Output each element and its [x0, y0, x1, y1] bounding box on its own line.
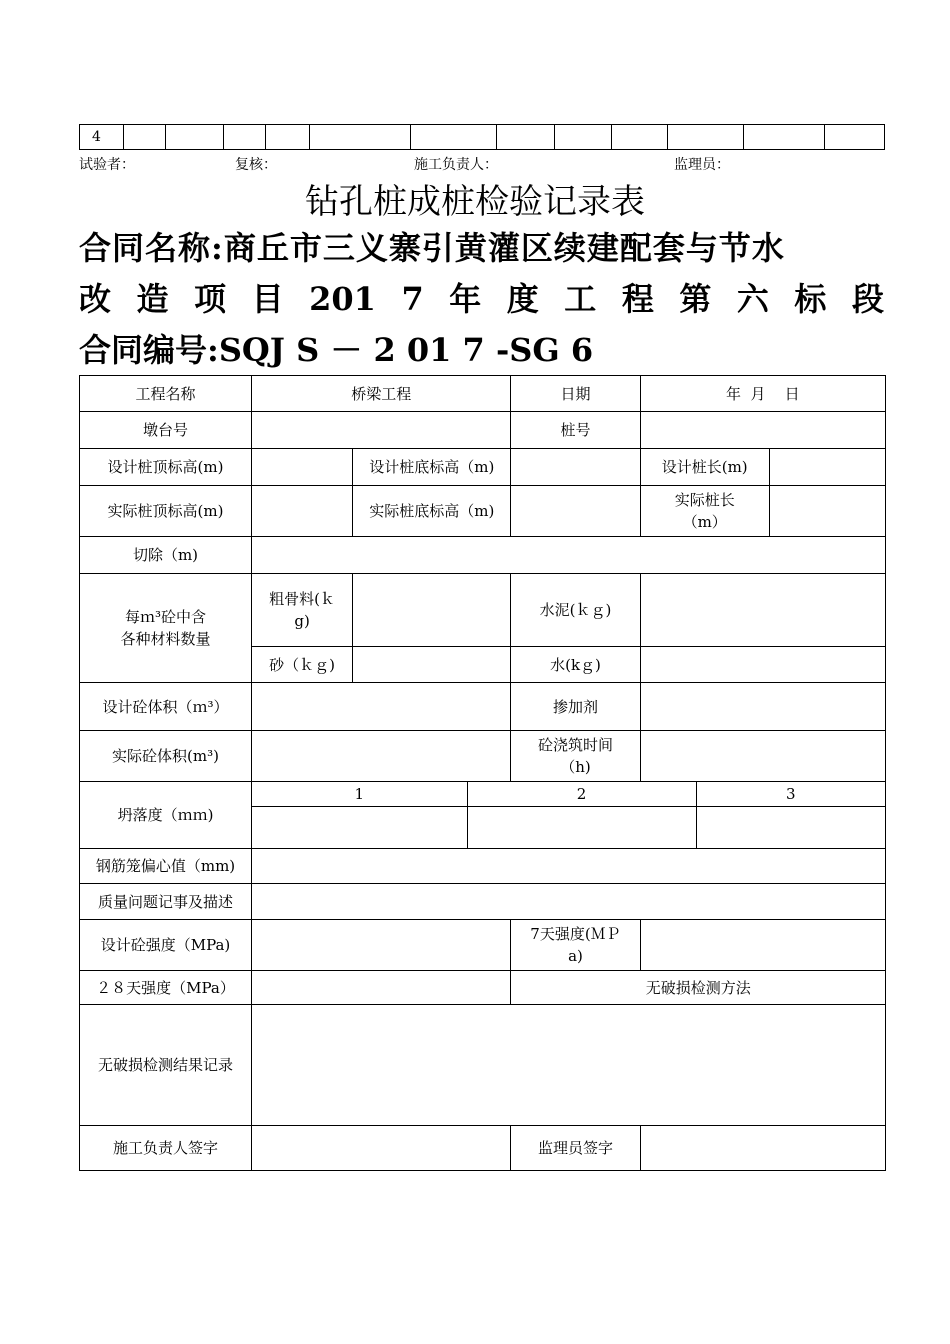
- table-row: [252, 782, 885, 807]
- material-label: 每ｍ³砼中含 各种材料数量: [80, 574, 252, 683]
- actual-bottom-label: 实际桩底标高（m): [353, 486, 511, 537]
- date-label: 日期: [511, 376, 640, 412]
- design-bottom-value[interactable]: [511, 449, 640, 486]
- project-name-value: 桥梁工程: [252, 376, 511, 412]
- slump-subtable: [252, 782, 885, 848]
- strength-7day-value[interactable]: [640, 920, 885, 971]
- design-strength-label: 设计砼强度（MPa): [80, 920, 252, 971]
- actual-top-value[interactable]: [252, 486, 353, 537]
- empty-cell: [668, 125, 744, 150]
- cut-value[interactable]: [252, 537, 886, 574]
- previous-table-remnant: [79, 124, 885, 150]
- heading-token: 段: [851, 280, 884, 318]
- actual-volume-value[interactable]: [252, 731, 511, 782]
- table-row: [80, 1005, 886, 1126]
- heading-token: 工: [564, 280, 597, 318]
- heading-token: 项: [194, 280, 227, 318]
- design-bottom-label: 设计桩底标高（m): [353, 449, 511, 486]
- pile-value[interactable]: [640, 412, 885, 449]
- empty-cell: [744, 125, 825, 150]
- heading-token: 第: [679, 280, 712, 318]
- ndt-result-value[interactable]: [252, 1005, 886, 1126]
- cage-eccentricity-label: 钢筋笼偏心值（mm): [80, 849, 252, 884]
- table-row: [80, 412, 886, 449]
- strength-28day-label: ２８天强度（MPa）: [80, 971, 252, 1005]
- actual-length-value[interactable]: [769, 486, 885, 537]
- table-row: [80, 731, 886, 782]
- pier-label: 墩台号: [80, 412, 252, 449]
- heading-token: 7: [401, 280, 424, 318]
- admixture-value[interactable]: [640, 683, 885, 731]
- table-row: [80, 376, 886, 412]
- empty-cell: [825, 125, 885, 150]
- table-row: [80, 920, 886, 971]
- cement-label: 水泥(ｋｇ): [511, 574, 640, 647]
- strength-28day-value[interactable]: [252, 971, 511, 1005]
- heading-token: 201: [309, 280, 376, 318]
- slump-col-3: 3: [696, 782, 885, 807]
- heading-token: 程: [621, 280, 654, 318]
- actual-bottom-value[interactable]: [511, 486, 640, 537]
- ndt-method-label: 无破损检测方法: [511, 971, 886, 1005]
- design-length-value[interactable]: [769, 449, 885, 486]
- table-row: [80, 125, 885, 150]
- pier-value[interactable]: [252, 412, 511, 449]
- pile-inspection-form: [79, 375, 886, 1171]
- empty-cell: [310, 125, 411, 150]
- empty-cell: [224, 125, 266, 150]
- pour-time-value[interactable]: [640, 731, 885, 782]
- slump-label: 坍落度（ｍｍ): [80, 782, 252, 849]
- table-row: [80, 849, 886, 884]
- table-row: [80, 884, 886, 920]
- empty-cell: [411, 125, 497, 150]
- cut-label: 切除（m): [80, 537, 252, 574]
- design-volume-value[interactable]: [252, 683, 511, 731]
- coarse-aggregate-label: 粗骨料(ｋ g): [252, 574, 353, 647]
- reviewer-label: 复核：: [235, 157, 277, 173]
- pile-label: 桩号: [511, 412, 640, 449]
- slump-value-2[interactable]: [467, 807, 696, 849]
- heading-token: 目: [251, 280, 284, 318]
- empty-cell: [166, 125, 224, 150]
- supervisor-sign-label: 监理员签字: [511, 1126, 640, 1171]
- design-length-label: 设计桩长(m): [640, 449, 769, 486]
- table-row: [80, 574, 886, 647]
- slump-value-1[interactable]: [252, 807, 467, 849]
- heading-token: 造: [136, 280, 169, 318]
- design-top-value[interactable]: [252, 449, 353, 486]
- design-strength-value[interactable]: [252, 920, 511, 971]
- actual-length-label: 实际桩长 （m）: [640, 486, 769, 537]
- water-label: 水(kｇ): [511, 647, 640, 683]
- row-number-cell: 4: [80, 125, 124, 150]
- pour-time-label: 砼浇筑时间 （h): [511, 731, 640, 782]
- design-top-label: 设计桩顶标高(m): [80, 449, 252, 486]
- construction-sign-label: 施工负责人签字: [80, 1126, 252, 1171]
- empty-cell: [555, 125, 612, 150]
- empty-cell: [124, 125, 166, 150]
- supervisor-sign-value[interactable]: [640, 1126, 885, 1171]
- heading-token: 度: [506, 280, 539, 318]
- table-row: [80, 683, 886, 731]
- design-volume-label: 设计砼体积（ｍ³）: [80, 683, 252, 731]
- table-row: [80, 1126, 886, 1171]
- cage-eccentricity-value[interactable]: [252, 849, 886, 884]
- contract-number: 合同编号:SQJ S － 2 01 7 -SG 6: [79, 331, 594, 369]
- date-value: 年 月 日: [640, 376, 885, 412]
- actual-top-label: 实际桩顶标高(m): [80, 486, 252, 537]
- heading-token: 六: [736, 280, 769, 318]
- table-row: [252, 807, 885, 849]
- empty-cell: [497, 125, 555, 150]
- admixture-label: 掺加剂: [511, 683, 640, 731]
- table-row: [80, 782, 886, 849]
- coarse-aggregate-value[interactable]: [353, 574, 511, 647]
- sand-value[interactable]: [353, 647, 511, 683]
- empty-cell: [612, 125, 668, 150]
- construction-sign-value[interactable]: [252, 1126, 511, 1171]
- document-title: 钻孔桩成桩检验记录表: [305, 182, 645, 222]
- project-name-label: 工程名称: [80, 376, 252, 412]
- sand-label: 砂（ｋｇ): [252, 647, 353, 683]
- slump-value-3[interactable]: [696, 807, 885, 849]
- slump-col-2: 2: [467, 782, 696, 807]
- water-value[interactable]: [640, 647, 885, 683]
- table-row: [80, 449, 886, 486]
- actual-volume-label: 实际砼体积(m³): [80, 731, 252, 782]
- construction-lead-label: 施工负责人：: [414, 157, 498, 173]
- supervisor-label: 监理员：: [674, 157, 730, 173]
- heading-token: 年: [449, 280, 482, 318]
- quality-issue-label: 质量问题记事及描述: [80, 884, 252, 920]
- table-row: [80, 971, 886, 1005]
- contract-name-continued: [79, 275, 884, 323]
- ndt-result-label: 无破损检测结果记录: [80, 1005, 252, 1126]
- cement-value[interactable]: [640, 574, 885, 647]
- heading-token: 标: [794, 280, 827, 318]
- table-row: [80, 486, 886, 537]
- table-row: [80, 537, 886, 574]
- strength-7day-label: 7天强度(ＭＰ a): [511, 920, 640, 971]
- tester-label: 试验者：: [79, 157, 135, 173]
- heading-token: 改: [79, 280, 112, 318]
- slump-values: [252, 782, 886, 849]
- contract-name: 合同名称:商丘市三义寨引黄灌区续建配套与节水: [79, 229, 785, 267]
- slump-col-1: 1: [252, 782, 467, 807]
- quality-issue-value[interactable]: [252, 884, 886, 920]
- empty-cell: [266, 125, 310, 150]
